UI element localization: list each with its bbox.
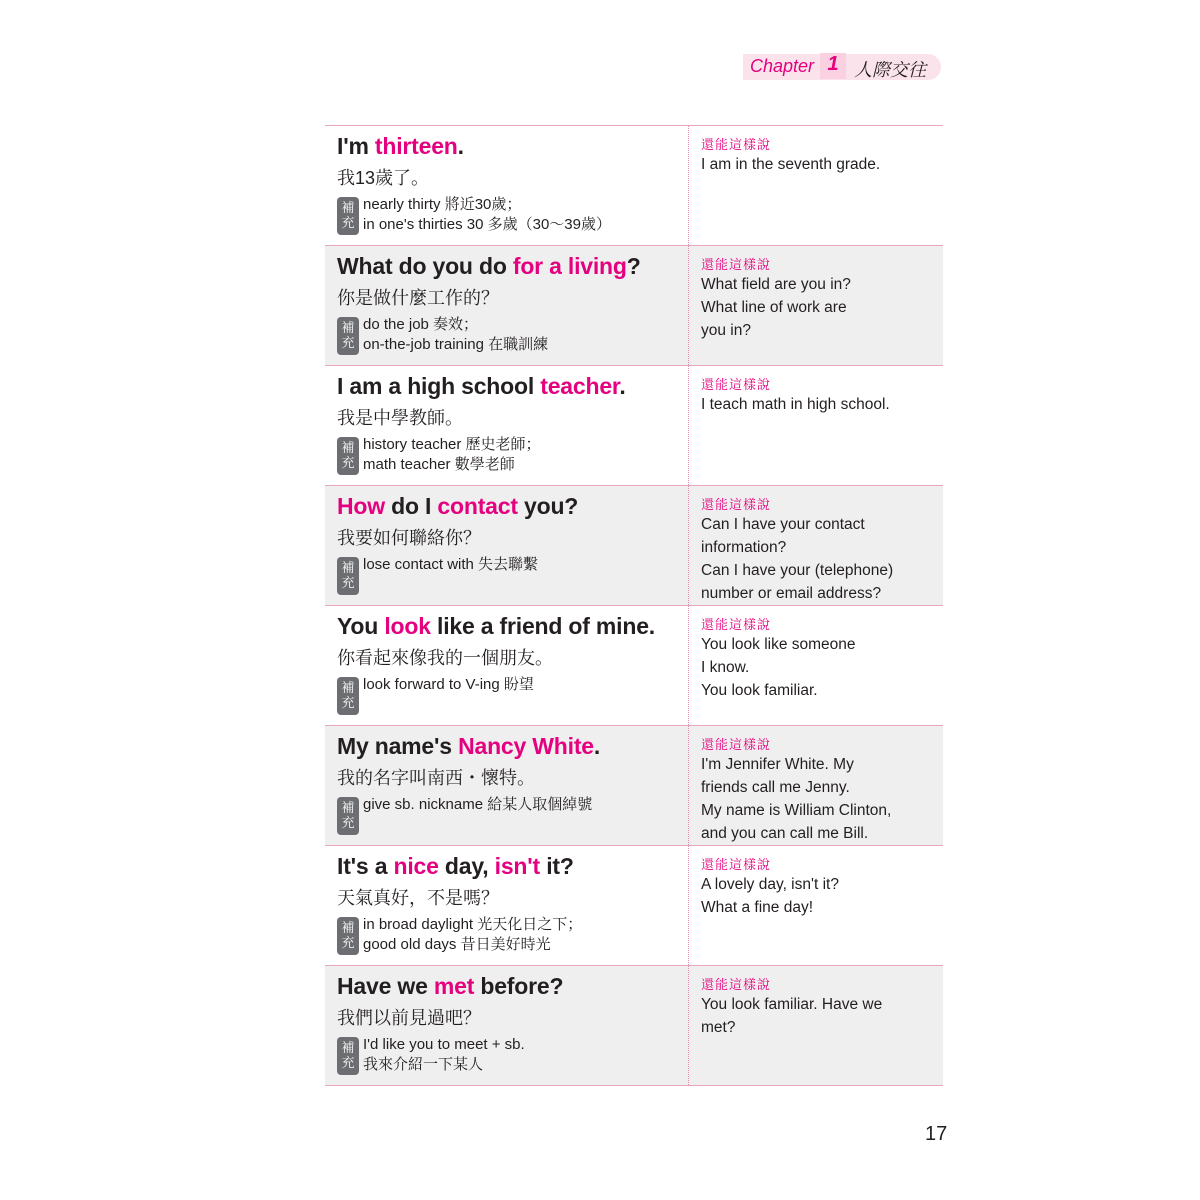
supplement-badge-char: 充 bbox=[341, 575, 355, 590]
supplement-badge bbox=[337, 317, 359, 355]
supplement-badge bbox=[337, 557, 359, 595]
keyword-highlight: teacher bbox=[540, 373, 620, 399]
also-say-label: 還能這樣說 bbox=[701, 137, 772, 152]
alternative-list bbox=[701, 273, 937, 342]
phrase-row bbox=[325, 126, 943, 246]
alternatives bbox=[701, 726, 937, 845]
alternative-list bbox=[701, 153, 937, 176]
column-divider bbox=[688, 846, 689, 965]
alternative-line: What a fine day! bbox=[701, 899, 814, 916]
alternative-line: A lovely day, isn't it? bbox=[701, 876, 839, 893]
alternative-line: Can I have your contact bbox=[701, 516, 865, 533]
supplement-badge-char: 補 bbox=[341, 200, 355, 215]
keyword-highlight: thirteen bbox=[374, 133, 458, 159]
alternative-list bbox=[701, 633, 937, 702]
supplement-notes bbox=[363, 315, 548, 355]
alternative-list bbox=[701, 993, 937, 1039]
supplement-notes bbox=[363, 555, 538, 575]
alternative-line: I know. bbox=[701, 659, 750, 676]
alternative-line: What line of work are bbox=[701, 299, 847, 316]
sentence-text: Have we bbox=[337, 973, 434, 999]
english-sentence bbox=[337, 493, 578, 520]
phrase-main bbox=[325, 366, 688, 485]
supplement-notes bbox=[363, 1035, 525, 1075]
supplement-badge-char: 補 bbox=[341, 560, 355, 575]
phrase-row bbox=[325, 366, 943, 486]
supplement-badge bbox=[337, 797, 359, 835]
supplement-badge-char: 補 bbox=[341, 1040, 355, 1055]
phrase-main bbox=[325, 726, 688, 845]
alternative-line: I teach math in high school. bbox=[701, 396, 890, 413]
alternatives bbox=[701, 606, 937, 725]
sentence-text: . bbox=[457, 133, 464, 159]
column-divider bbox=[688, 726, 689, 845]
english-sentence bbox=[337, 733, 600, 760]
supplement-notes bbox=[363, 195, 611, 235]
keyword-highlight: Nancy White bbox=[458, 733, 594, 759]
supplement-badge-char: 充 bbox=[341, 695, 355, 710]
english-sentence bbox=[337, 853, 574, 880]
alternative-list bbox=[701, 513, 937, 605]
also-say-label: 還能這樣說 bbox=[701, 497, 772, 512]
supplement-line: give sb. nickname 給某人取個綽號 bbox=[363, 796, 593, 813]
keyword-highlight: isn't bbox=[494, 853, 540, 879]
supplement-line: on-the-job training 在職訓練 bbox=[363, 336, 549, 353]
sentence-text: I am a high school bbox=[337, 373, 541, 399]
supplement-badge bbox=[337, 1037, 359, 1075]
chinese-translation: 天氣真好，不是嗎？ bbox=[337, 888, 499, 908]
keyword-highlight: look bbox=[384, 613, 431, 639]
supplement-badge-char: 充 bbox=[341, 215, 355, 230]
supplement-badge bbox=[337, 197, 359, 235]
supplement-notes bbox=[363, 915, 582, 955]
also-say-label: 還能這樣說 bbox=[701, 257, 772, 272]
also-say-label: 還能這樣說 bbox=[701, 377, 772, 392]
phrase-main bbox=[325, 486, 688, 605]
supplement-line: in one's thirties 30 多歲（30～39歲） bbox=[363, 216, 611, 233]
alternative-line: You look familiar. Have we bbox=[701, 996, 883, 1013]
supplement-badge-char: 充 bbox=[341, 1055, 355, 1070]
supplement-line: math teacher 數學老師 bbox=[363, 456, 515, 473]
column-divider bbox=[688, 126, 689, 245]
column-divider bbox=[688, 486, 689, 605]
supplement-line: look forward to V-ing 盼望 bbox=[363, 676, 534, 693]
keyword-highlight: nice bbox=[393, 853, 439, 879]
alternative-line: Can I have your (telephone) bbox=[701, 562, 894, 579]
alternative-line: What field are you in? bbox=[701, 276, 851, 293]
alternative-list bbox=[701, 873, 937, 919]
supplement-badge bbox=[337, 677, 359, 715]
supplement-line: in broad daylight 光天化日之下； bbox=[363, 916, 583, 933]
alternatives bbox=[701, 846, 937, 965]
supplement-badge-char: 補 bbox=[341, 440, 355, 455]
chinese-translation: 我是中學教師。 bbox=[337, 408, 463, 428]
keyword-highlight: for a living bbox=[512, 253, 627, 279]
supplement-badge bbox=[337, 917, 359, 955]
alternative-list bbox=[701, 393, 937, 416]
phrase-row bbox=[325, 726, 943, 846]
phrase-row bbox=[325, 606, 943, 726]
sentence-text: like a friend of mine. bbox=[430, 613, 655, 639]
english-sentence bbox=[337, 253, 641, 280]
column-divider bbox=[688, 366, 689, 485]
chinese-translation: 我13歲了。 bbox=[337, 168, 430, 188]
column-divider bbox=[688, 606, 689, 725]
sentence-text: you? bbox=[517, 493, 579, 519]
chinese-translation: 你看起來像我的一個朋友。 bbox=[337, 648, 553, 668]
page-number: 17 bbox=[925, 1123, 948, 1145]
phrase-main bbox=[325, 606, 688, 725]
phrase-table bbox=[325, 125, 943, 1086]
english-sentence bbox=[337, 613, 655, 640]
sentence-text: day, bbox=[438, 853, 495, 879]
supplement-line: history teacher 歷史老師； bbox=[363, 436, 541, 453]
supplement-line: nearly thirty 將近30歲； bbox=[363, 196, 522, 213]
alternatives bbox=[701, 486, 937, 605]
chinese-translation: 我們以前見過吧？ bbox=[337, 1008, 481, 1028]
alternative-line: and you can call me Bill. bbox=[701, 825, 869, 842]
sentence-text: ? bbox=[626, 253, 641, 279]
column-divider bbox=[688, 246, 689, 365]
alternatives bbox=[701, 366, 937, 485]
supplement-line: I'd like you to meet + sb. bbox=[363, 1036, 525, 1053]
chapter-number: 1 bbox=[820, 53, 846, 79]
also-say-label: 還能這樣說 bbox=[701, 977, 772, 992]
chinese-translation: 我要如何聯絡你？ bbox=[337, 528, 481, 548]
supplement-badge-char: 補 bbox=[341, 680, 355, 695]
supplement-notes bbox=[363, 795, 592, 815]
alternative-line: My name is William Clinton, bbox=[701, 802, 892, 819]
supplement-badge-char: 補 bbox=[341, 320, 355, 335]
supplement-badge-char: 補 bbox=[341, 920, 355, 935]
sentence-text: . bbox=[619, 373, 626, 399]
also-say-label: 還能這樣說 bbox=[701, 617, 772, 632]
phrase-row bbox=[325, 246, 943, 366]
alternative-list bbox=[701, 753, 937, 845]
keyword-highlight: How bbox=[337, 493, 385, 519]
phrase-main bbox=[325, 846, 688, 965]
english-sentence bbox=[337, 133, 464, 160]
sentence-text: before? bbox=[474, 973, 564, 999]
supplement-badge bbox=[337, 437, 359, 475]
keyword-highlight: contact bbox=[437, 493, 518, 519]
sentence-text: What do you do bbox=[337, 253, 513, 279]
english-sentence bbox=[337, 973, 563, 1000]
phrase-main bbox=[325, 966, 688, 1085]
supplement-badge-char: 充 bbox=[341, 335, 355, 350]
alternative-line: friends call me Jenny. bbox=[701, 779, 850, 796]
alternative-line: you in? bbox=[701, 322, 751, 339]
also-say-label: 還能這樣說 bbox=[701, 737, 772, 752]
alternative-line: You look familiar. bbox=[701, 682, 818, 699]
supplement-notes bbox=[363, 675, 534, 695]
alternative-line: met? bbox=[701, 1019, 736, 1036]
phrase-row bbox=[325, 846, 943, 966]
alternative-line: You look like someone bbox=[701, 636, 856, 653]
supplement-badge-char: 充 bbox=[341, 455, 355, 470]
supplement-badge-char: 補 bbox=[341, 800, 355, 815]
chinese-translation: 你是做什麼工作的？ bbox=[337, 288, 499, 308]
alternatives bbox=[701, 966, 937, 1085]
phrase-main bbox=[325, 246, 688, 365]
phrase-main bbox=[325, 126, 688, 245]
also-say-label: 還能這樣說 bbox=[701, 857, 772, 872]
column-divider bbox=[688, 966, 689, 1085]
supplement-line: good old days 昔日美好時光 bbox=[363, 936, 551, 953]
alternatives bbox=[701, 246, 937, 365]
sentence-text: . bbox=[593, 733, 601, 759]
alternative-line: information? bbox=[701, 539, 787, 556]
chinese-translation: 我的名字叫南西・懷特。 bbox=[337, 768, 535, 788]
keyword-highlight: met bbox=[433, 973, 475, 999]
supplement-notes bbox=[363, 435, 541, 475]
phrase-row bbox=[325, 966, 943, 1086]
sentence-text: It's a bbox=[337, 853, 394, 879]
supplement-line: lose contact with 失去聯繫 bbox=[363, 556, 539, 573]
sentence-text: You bbox=[337, 613, 385, 639]
english-sentence bbox=[337, 373, 626, 400]
alternatives bbox=[701, 126, 937, 245]
supplement-line: 我來介紹一下某人 bbox=[363, 1056, 484, 1073]
sentence-text: My name's bbox=[337, 733, 459, 759]
chapter-label: Chapter bbox=[750, 56, 815, 76]
alternative-line: number or email address? bbox=[701, 585, 882, 602]
supplement-line: do the job 奏效； bbox=[363, 316, 479, 333]
supplement-badge-char: 充 bbox=[341, 935, 355, 950]
chapter-title: 人際交往 bbox=[854, 60, 926, 80]
alternative-line: I'm Jennifer White. My bbox=[701, 756, 854, 773]
sentence-text: do I bbox=[384, 493, 438, 519]
supplement-badge-char: 充 bbox=[341, 815, 355, 830]
alternative-line: I am in the seventh grade. bbox=[701, 156, 881, 173]
sentence-text: I'm bbox=[337, 133, 375, 159]
phrase-row bbox=[325, 486, 943, 606]
sentence-text: it? bbox=[540, 853, 574, 879]
